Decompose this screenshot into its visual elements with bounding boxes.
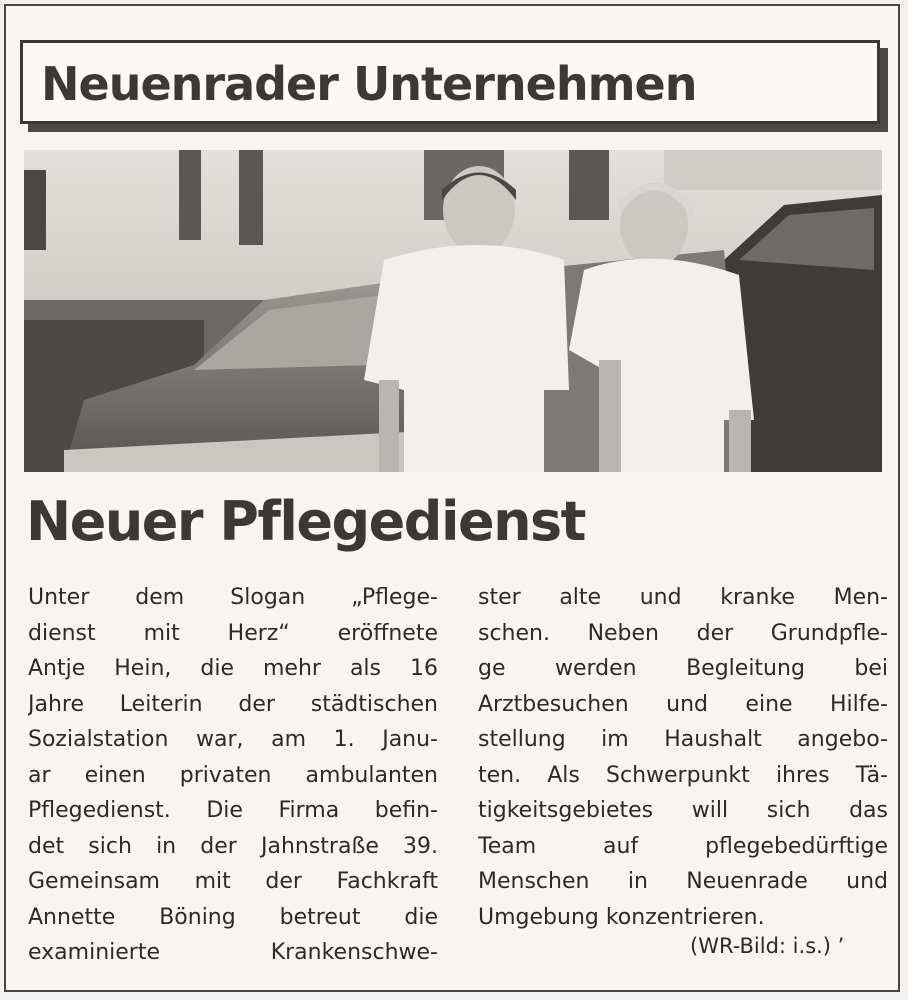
text-line: Pflegedienst. Die Firma befin-: [28, 798, 438, 823]
text-line: Gemeinsam mit der Fachkraft: [28, 869, 438, 894]
text-line: det sich in der Jahnstraße 39.: [28, 833, 438, 859]
text-line: Arztbesuchen und eine Hilfe-: [478, 691, 888, 717]
text-line: ar einen privaten ambulanten: [28, 762, 438, 788]
article-headline: Neuer Pflegedienst: [26, 490, 585, 553]
section-title: Neuenrader Unternehmen: [41, 57, 697, 111]
text-line: ster alte und kranke Men-: [478, 585, 888, 610]
text-line: Jahre Leiterin der städtischen: [28, 691, 438, 717]
text-line: examinierte Krankenschwe-: [28, 940, 438, 965]
article-column-left: [28, 580, 438, 971]
text-line: Annette Böning betreut die: [28, 904, 438, 930]
text-line: Menschen in Neuenrade und: [478, 869, 888, 894]
article-column-right: [478, 580, 888, 935]
text-line: ge werden Begleitung bei: [478, 656, 888, 681]
text-line: dienst mit Herz“ eröffnete: [28, 620, 438, 646]
photo-credit: (WR-Bild: i.s.) ’: [690, 934, 845, 958]
text-line: Umgebung konzentrieren.: [478, 904, 765, 930]
text-line: tigkeitsgebietes will sich das: [478, 798, 888, 823]
text-line: ten. Als Schwerpunkt ihres Tä-: [478, 762, 888, 788]
photo-illustration: [24, 150, 882, 472]
article-photo: [24, 150, 882, 472]
section-header-box: [20, 40, 880, 124]
text-line: Unter dem Slogan „Pflege-: [28, 585, 438, 610]
text-line: stellung im Haushalt angebo-: [478, 727, 888, 752]
text-line: schen. Neben der Grundpfle-: [478, 620, 888, 646]
text-line: Antje Hein, die mehr als 16: [28, 656, 438, 681]
text-line: Sozialstation war, am 1. Janu-: [28, 727, 438, 752]
text-line: Team auf pflegebedürftige: [478, 833, 888, 859]
